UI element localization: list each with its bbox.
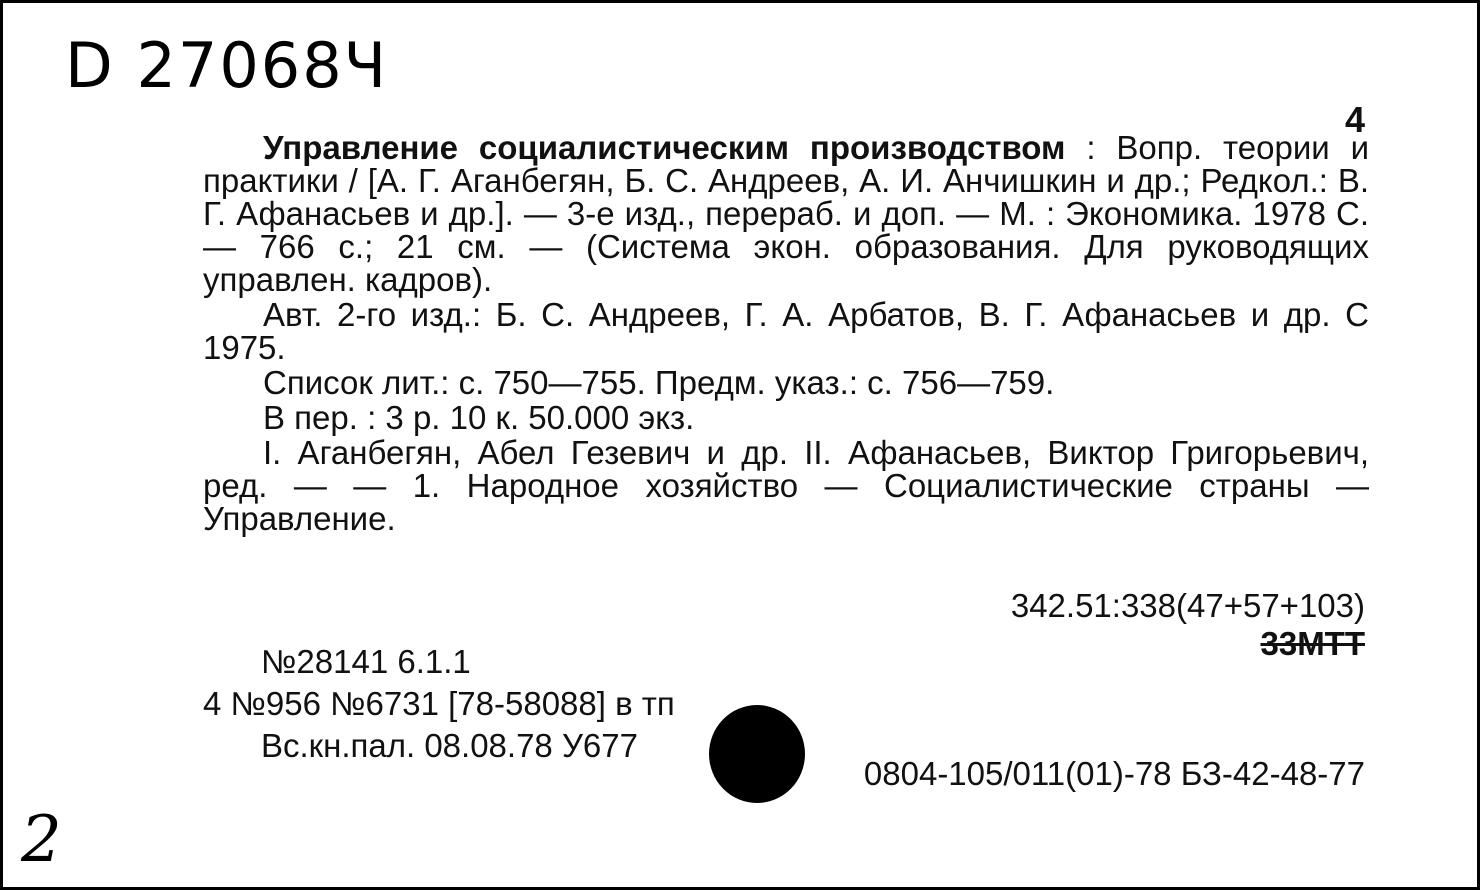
ink-blot — [709, 705, 805, 803]
udc-index: 342.51:338(47+57+103) — [1010, 587, 1365, 624]
classification-block — [1011, 587, 1365, 663]
bibliography-note: Список лит.: с. 750—755. Предм. указ.: с. 756—759. — [263, 364, 1055, 401]
bbk-index: 33МТТ — [1260, 625, 1365, 662]
footer-line-3: Вс.кн.пал. 08.08.78 У677 — [261, 727, 638, 764]
corner-mark: 2 — [21, 803, 62, 877]
card-footer — [203, 641, 675, 767]
bibliographic-description — [203, 131, 1369, 296]
description-text: : Вопр. теории и практики / [А. Г. Аганбегян, Б. С. Андреев, А. И. Анчишкин и др.; Редкол.: В. Г. Афанасьев и др.]. — 3-е изд., перераб. и доп. — М. : Экономика. 1978 С. — 766 с.; 21 см. — (Система экон. образования. Для руководящих управлен. кадров). — [203, 129, 1370, 298]
subject-headings: I. Аганбегян, Абел Гезевич и др. II. Афанасьев, Виктор Григорьевич, ред. — — 1. Народное хозяйство — Социалистические страны — Управление. — [203, 434, 1369, 537]
book-title: Управление социалистическим производством — [263, 129, 1066, 166]
price-note: В пер. : 3 р. 10 к. 50.000 экз. — [263, 399, 695, 436]
footer-line-1: №28141 6.1.1 — [261, 643, 471, 680]
card-code: 0804-105/011(01)-78 БЗ-42-48-77 — [863, 755, 1365, 792]
card-number: 4 — [1344, 99, 1365, 140]
previous-edition-authors: Авт. 2-го изд.: Б. С. Андреев, Г. А. Арбатов, В. Г. Афанасьев и др. С 1975. — [203, 296, 1369, 366]
card-body — [203, 131, 1369, 535]
footer-line-2: 4 №956 №6731 [78-58088] в тп — [203, 685, 675, 722]
accession-number: D 27068Ч — [65, 29, 389, 102]
